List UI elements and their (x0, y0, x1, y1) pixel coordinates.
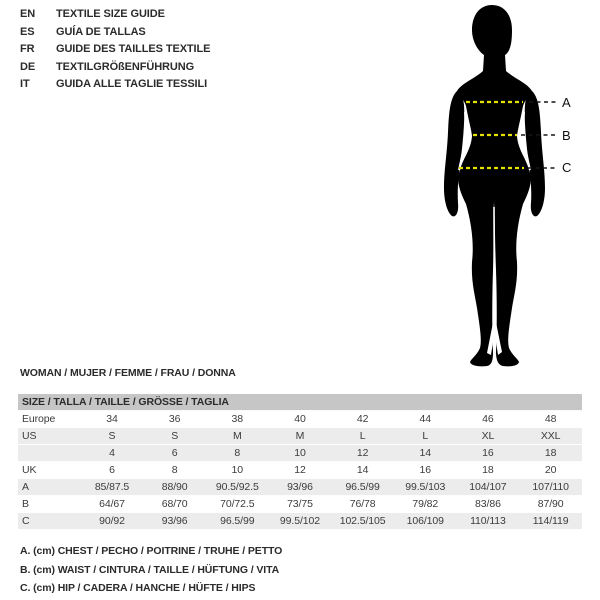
size-cell: 20 (519, 462, 582, 479)
size-cell: M (269, 428, 332, 445)
size-cell: 38 (206, 411, 269, 428)
size-cell: 83/86 (457, 496, 520, 513)
lang-row-it (20, 76, 210, 94)
size-cell: 99.5/102 (269, 513, 332, 530)
size-cell: 4 (81, 445, 144, 462)
size-cell: 8 (143, 462, 206, 479)
size-cell: 12 (269, 462, 332, 479)
lang-code: FR (20, 43, 35, 55)
measurement-legend (20, 542, 282, 598)
size-cell: 70/72.5 (206, 496, 269, 513)
lang-label: GUIDA ALLE TAGLIE TESSILI (56, 78, 208, 90)
size-cell: 88/90 (143, 479, 206, 496)
size-cell: L (394, 428, 457, 445)
size-cell: S (81, 428, 144, 445)
lang-label: TEXTILE SIZE GUIDE (56, 8, 165, 20)
size-cell: 34 (81, 411, 144, 428)
size-cell: 90/92 (81, 513, 144, 530)
table-row (18, 462, 582, 479)
size-cell: M (206, 428, 269, 445)
size-cell: 14 (331, 462, 394, 479)
lang-code: IT (20, 78, 30, 90)
size-cell: L (331, 428, 394, 445)
table-row (18, 479, 582, 496)
table-row (18, 496, 582, 513)
size-cell: 114/119 (519, 513, 582, 530)
size-cell: 48 (519, 411, 582, 428)
size-cell: 73/75 (269, 496, 332, 513)
legend-chest: A. (cm) CHEST / PECHO / POITRINE / TRUHE / PETTO (20, 545, 283, 557)
table-row (18, 513, 582, 530)
size-cell: 10 (206, 462, 269, 479)
row-label: Europe (18, 411, 81, 428)
size-cell: 14 (394, 445, 457, 462)
size-cell: 85/87.5 (81, 479, 144, 496)
size-cell: 46 (457, 411, 520, 428)
lang-code: DE (20, 60, 36, 73)
lang-row-de (20, 59, 210, 77)
size-cell: 110/113 (457, 513, 520, 530)
size-cell: 68/70 (143, 496, 206, 513)
size-cell: 10 (269, 445, 332, 462)
size-cell: 8 (206, 445, 269, 462)
size-cell: S (143, 428, 206, 445)
size-cell: 107/110 (519, 479, 582, 496)
size-table-body (18, 394, 582, 530)
lang-row-es (20, 24, 210, 42)
size-cell: 64/67 (81, 496, 144, 513)
legend-hip: C. (cm) HIP / CADERA / HANCHE / HÜFTE / HIPS (20, 582, 256, 594)
legend-waist: B. (cm) WAIST / CINTURA / TAILLE / HÜFTUNG / VITA (20, 563, 280, 576)
size-cell: 104/107 (457, 479, 520, 496)
size-cell: 99.5/103 (394, 479, 457, 496)
size-cell: XL (457, 428, 520, 445)
lang-label: TEXTILGRÖßENFÜHRUNG (56, 60, 195, 73)
table-row (18, 411, 582, 428)
marker-b-label: B (562, 128, 571, 143)
size-cell: 18 (457, 462, 520, 479)
woman-silhouette-icon (420, 0, 600, 378)
marker-c-label: C (562, 160, 572, 175)
size-cell: 40 (269, 411, 332, 428)
row-label: UK (18, 462, 81, 479)
size-table (18, 394, 582, 530)
lang-label: GUIDE DES TAILLES TEXTILE (56, 43, 211, 55)
size-cell: 6 (81, 462, 144, 479)
size-cell: 44 (394, 411, 457, 428)
marker-a-label: A (562, 95, 571, 110)
size-cell: 18 (519, 445, 582, 462)
size-cell: 42 (331, 411, 394, 428)
row-label: C (18, 513, 81, 530)
table-header: SIZE / TALLA / TAILLE / GRÖSSE / TAGLIA (18, 394, 582, 411)
size-cell: 6 (143, 445, 206, 462)
size-cell: 96.5/99 (206, 513, 269, 530)
row-label: A (18, 479, 81, 496)
size-cell: 90.5/92.5 (206, 479, 269, 496)
size-cell: 16 (457, 445, 520, 462)
size-cell: 12 (331, 445, 394, 462)
size-cell: 102.5/105 (331, 513, 394, 530)
size-cell: XXL (519, 428, 582, 445)
row-label: B (18, 496, 81, 513)
group-title: WOMAN / MUJER / FEMME / FRAU / DONNA (20, 367, 236, 379)
language-list (20, 6, 210, 94)
size-cell: 93/96 (269, 479, 332, 496)
size-cell: 16 (394, 462, 457, 479)
row-label (18, 445, 81, 462)
table-row (18, 445, 582, 462)
size-cell: 87/90 (519, 496, 582, 513)
lang-label: GUÍA DE TALLAS (56, 25, 146, 38)
size-cell: 93/96 (143, 513, 206, 530)
size-cell: 79/82 (394, 496, 457, 513)
size-cell: 76/78 (331, 496, 394, 513)
size-cell: 36 (143, 411, 206, 428)
lang-code: EN (20, 8, 36, 20)
size-cell: 96.5/99 (331, 479, 394, 496)
table-header-row (18, 394, 582, 411)
size-cell: 106/109 (394, 513, 457, 530)
table-row (18, 428, 582, 445)
measurement-figure (420, 0, 600, 378)
lang-row-en (20, 6, 210, 24)
lang-row-fr (20, 41, 210, 59)
lang-code: ES (20, 25, 35, 38)
row-label: US (18, 428, 81, 445)
